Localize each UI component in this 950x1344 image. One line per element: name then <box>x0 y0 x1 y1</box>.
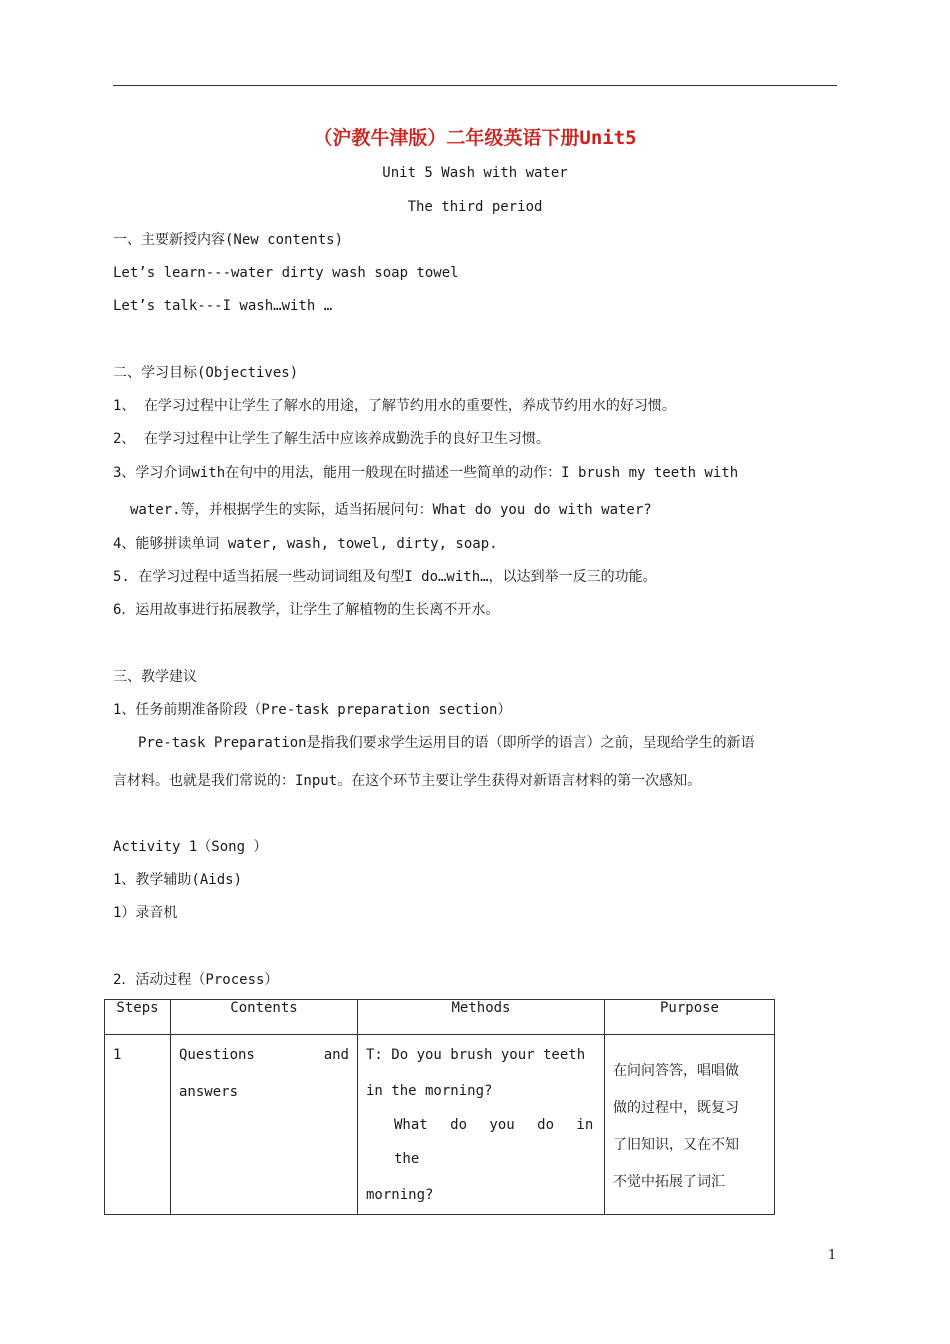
aids-heading: 1、教学辅助(Aids) <box>113 872 243 888</box>
section1-learn-line: Let’s learn---water dirty wash soap towel <box>113 265 459 281</box>
purpose-line1: 在问问答答，唱唱做 <box>613 1063 739 1079</box>
objective-5: 5. 在学习过程中适当拓展一些动词词组及句型I do…with…，以达到举一反三的功能。 <box>113 569 657 585</box>
objective-3-continued: water.等，并根据学生的实际，适当拓展问句：What do you do with water? <box>130 502 652 518</box>
table-row <box>105 1035 775 1215</box>
purpose-line3: 了旧知识，又在不知 <box>613 1137 739 1153</box>
page-number: 1 <box>828 1248 837 1263</box>
header-steps: Steps <box>105 1000 171 1035</box>
contents-word-questions: Questions <box>179 1047 255 1063</box>
header-purpose: Purpose <box>605 1000 775 1035</box>
methods-line2: in the morning? <box>366 1083 493 1099</box>
cell-methods <box>358 1035 605 1215</box>
cell-contents <box>171 1035 358 1215</box>
contents-line2: answers <box>179 1084 239 1100</box>
objective-3: 3、学习介词with在句中的用法，能用一般现在时描述一些简单的动作：I brush my teeth with <box>113 465 739 481</box>
methods-line1: T: Do you brush your teeth <box>366 1047 586 1063</box>
header-contents: Contents <box>171 1000 358 1035</box>
header-methods: Methods <box>358 1000 605 1035</box>
section2-heading: 二、学习目标(Objectives) <box>113 365 299 381</box>
pre-task-paragraph-line2: 言材料。也就是我们常说的：Input。在这个环节主要让学生获得对新语言材料的第一次感知。 <box>113 773 702 789</box>
cell-step <box>105 1035 171 1215</box>
pre-task-paragraph-line1: Pre-task Preparation是指我们要求学生运用目的语（即所学的语言）之前，呈现给学生的新语 <box>138 735 755 751</box>
section1-heading: 一、主要新授内容(New contents) <box>113 232 344 248</box>
methods-line3: What do you do in the <box>394 1117 594 1167</box>
objective-4: 4、能够拼读单词 water, wash, towel, dirty, soap. <box>113 536 498 552</box>
step-number: 1 <box>113 1047 122 1063</box>
contents-line1 <box>179 1035 349 1074</box>
header-rule <box>113 85 837 86</box>
activity-title: Activity 1（Song ） <box>113 839 268 855</box>
contents-word-and: and <box>323 1047 349 1063</box>
table-header-row <box>105 1000 775 1035</box>
process-heading: 2．活动过程（Process） <box>113 972 279 988</box>
methods-line4: morning? <box>366 1187 434 1203</box>
objective-6: 6．运用故事进行拓展教学，让学生了解植物的生长离不开水。 <box>113 602 500 618</box>
purpose-line2: 做的过程中，既复习 <box>613 1100 739 1116</box>
section1-talk-line: Let’s talk---I wash…with … <box>113 298 333 314</box>
period-subtitle: The third period <box>407 199 543 215</box>
cell-purpose <box>605 1035 775 1215</box>
section3-heading: 三、教学建议 <box>113 669 197 685</box>
process-table <box>104 999 775 1215</box>
purpose-line4: 不觉中拓展了词汇 <box>613 1174 725 1190</box>
purpose-text <box>613 1035 766 1201</box>
objective-2: 2、 在学习过程中让学生了解生活中应该养成勤洗手的良好卫生习惯。 <box>113 431 550 447</box>
aids-item: 1）录音机 <box>113 905 178 921</box>
document-title: （沪教牛津版）二年级英语下册Unit5 <box>313 127 637 149</box>
pre-task-heading: 1、任务前期准备阶段（Pre-task preparation section） <box>113 702 512 718</box>
objective-1: 1、 在学习过程中让学生了解水的用途，了解节约用水的重要性，养成节约用水的好习惯。 <box>113 398 676 414</box>
unit-subtitle: Unit 5 Wash with water <box>382 165 568 181</box>
